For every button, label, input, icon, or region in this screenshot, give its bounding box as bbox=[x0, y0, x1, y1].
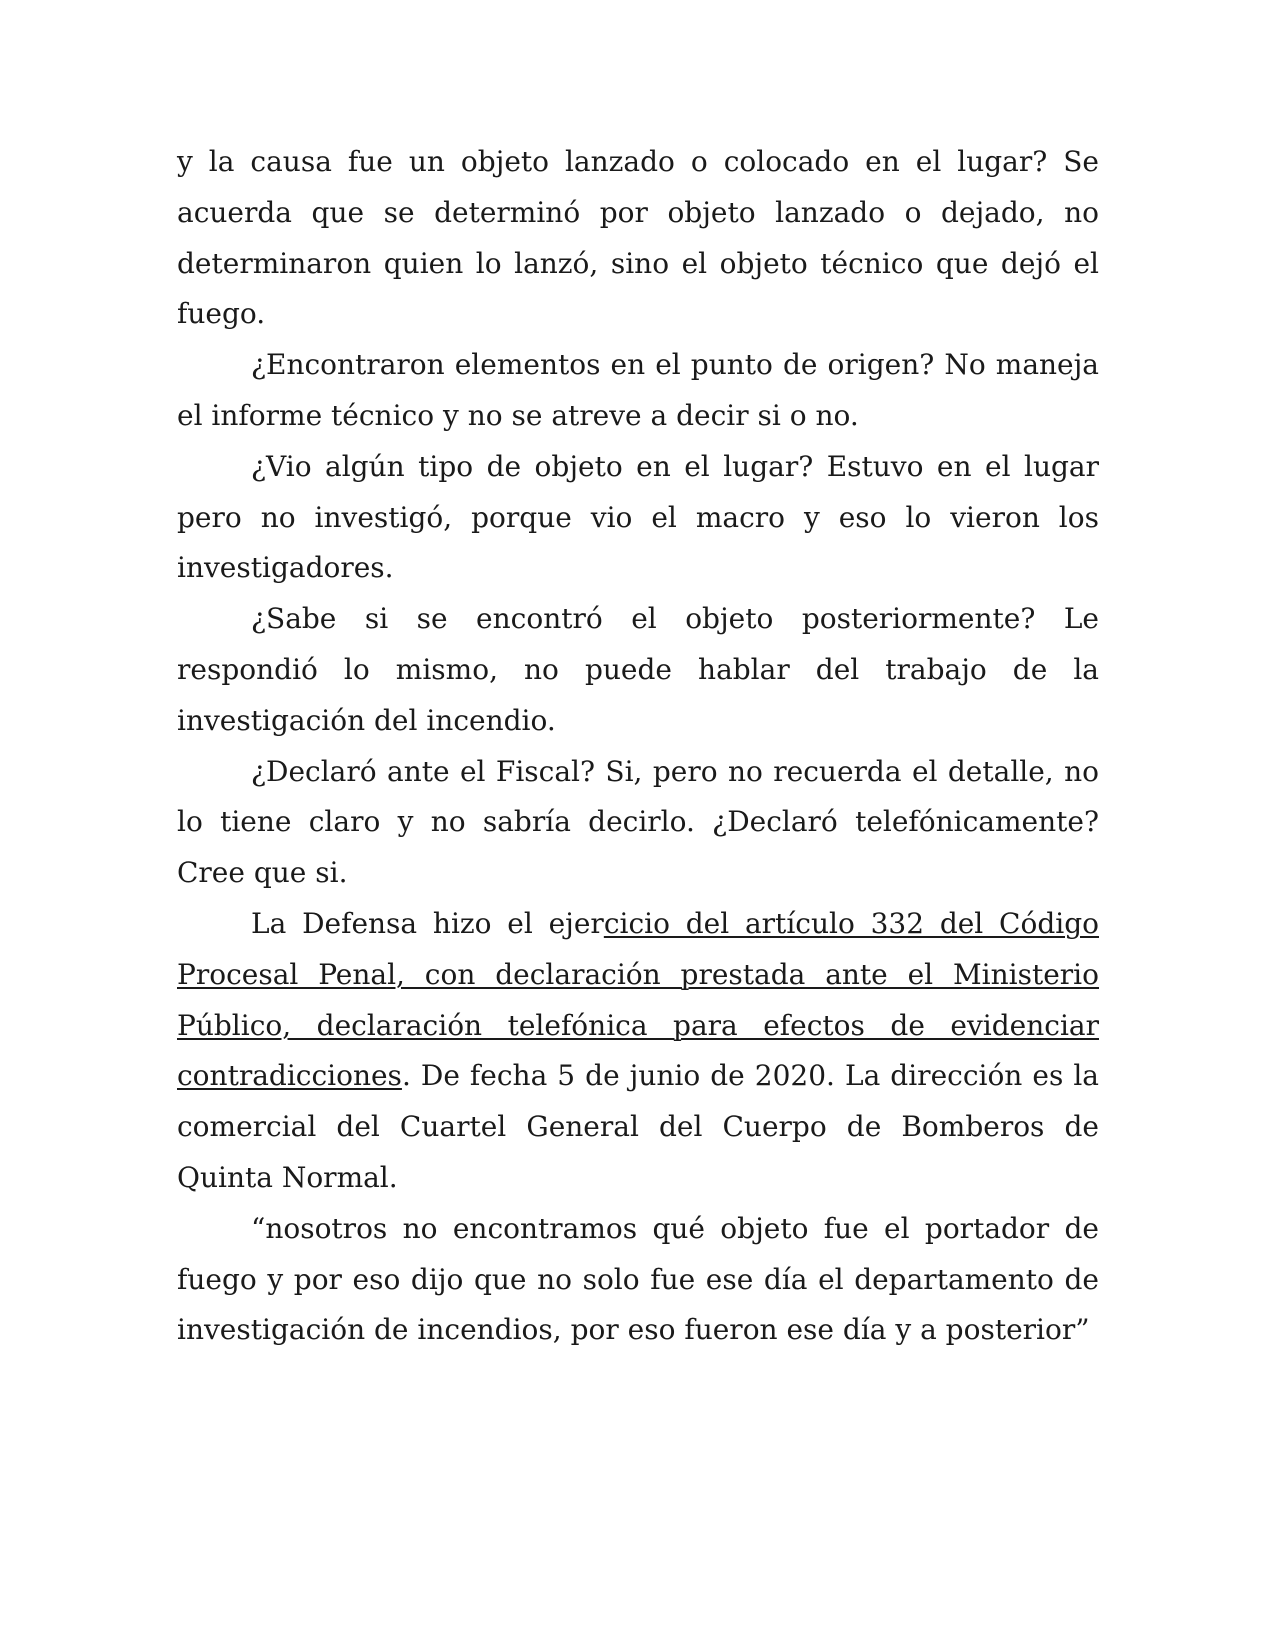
paragraph-question-object: ¿Vio algún tipo de objeto en el lugar? Estuvo en el lugar pero no investigó, porque vio el macro y eso lo vieron los investigadores. bbox=[177, 449, 1099, 585]
defense-text-end: . De fecha 5 de junio de 2020. La dirección es la comercial del Cuartel General del Cuerpo de Bomberos de Quinta Normal. bbox=[177, 1059, 1099, 1194]
defense-text-start: La Defensa hizo el ejer bbox=[251, 906, 604, 940]
underlined-article-reference: cicio del artículo 332 del Código Procesal Penal, con declaración prestada ante el Ministerio Público, declaración telefónica para efectos de evidenciar contradicciones bbox=[177, 906, 1099, 1093]
paragraph-question-found: ¿Sabe si se encontró el objeto posteriormente? Le respondió lo mismo, no puede hablar del trabajo de la investigación del incendio. bbox=[177, 602, 1099, 737]
paragraph-continuation: y la causa fue un objeto lanzado o colocado en el lugar? Se acuerda que se determinó por objeto lanzado o dejado, no determinaron quien lo lanzó, sino el objeto técnico que dejó el fuego. bbox=[177, 145, 1099, 331]
paragraph-question-elements: ¿Encontraron elementos en el punto de origen? No maneja el informe técnico y no se atreve a decir si o no. bbox=[177, 348, 1099, 432]
paragraph-defense-exercise bbox=[177, 899, 1099, 1204]
body-text bbox=[177, 137, 1099, 1356]
paragraph-question-fiscal: ¿Declaró ante el Fiscal? Si, pero no recuerda el detalle, no lo tiene claro y no sabría decirlo. ¿Declaró telefónicamente? Cree que si. bbox=[177, 754, 1099, 890]
paragraph-quoted-statement: “nosotros no encontramos qué objeto fue el portador de fuego y por eso dijo que no solo fue ese día el departamento de investigación de incendios, por eso fueron ese día y a posterior” bbox=[177, 1211, 1099, 1347]
